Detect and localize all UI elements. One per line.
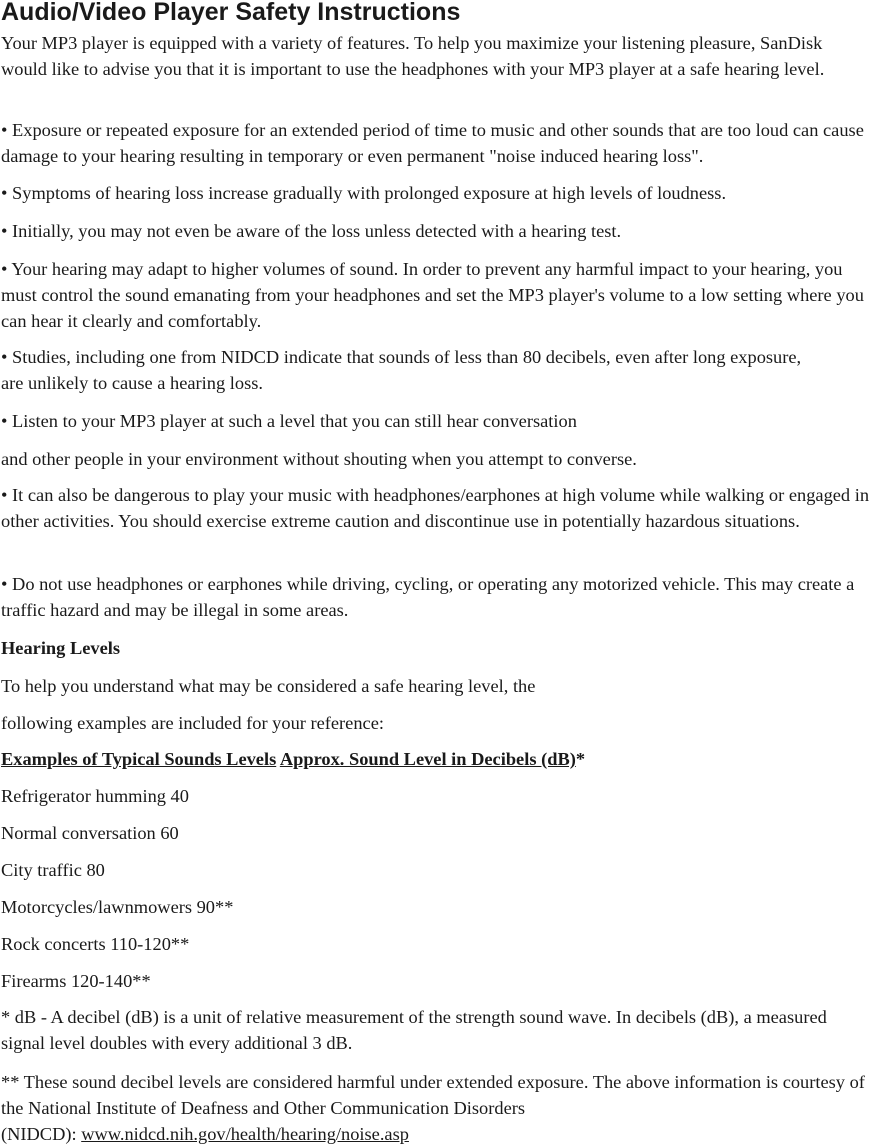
table-header-decibels: Approx. Sound Level in Decibels (dB)	[279, 749, 576, 769]
table-header-asterisk: *	[575, 749, 586, 769]
bullet-symptoms: • Symptoms of hearing loss increase gradually with prolonged exposure at high levels of loudness.	[1, 183, 727, 203]
page-title: Audio/Video Player Safety Instructions	[1, 0, 461, 26]
hearing-levels-intro-line1: To help you understand what may be considered a safe hearing level, the	[1, 676, 536, 696]
hearing-levels-intro-line2: following examples are included for your reference:	[1, 713, 384, 733]
bullet-adapt: • Your hearing may adapt to higher volumes of sound. In order to prevent any harmful impact to your hearing, you must control the sound emanating from your headphones and set the MP3 player's volume to a low setting where you can hear it clearly and comfortably.	[1, 259, 864, 331]
footnote-harmful-text: ** These sound decibel levels are considered harmful under extended exposure. The above information is courtesy of the National Institute of Deafness and Other Communication Disorders	[1, 1072, 865, 1118]
bullet-listen-continued: and other people in your environment without shouting when you attempt to converse.	[1, 449, 637, 469]
nidcd-link[interactable]: www.nidcd.nih.gov/health/hearing/noise.asp	[81, 1124, 409, 1144]
table-row: Normal conversation 60	[1, 823, 179, 843]
footnote-decibel: * dB - A decibel (dB) is a unit of relative measurement of the strength sound wave. In decibels (dB), a measured signal level doubles with every additional 3 dB.	[1, 1007, 827, 1053]
bullet-driving: • Do not use headphones or earphones while driving, cycling, or operating any motorized vehicle. This may create a traffic hazard and may be illegal in some areas.	[1, 574, 855, 620]
bullet-studies: • Studies, including one from NIDCD indicate that sounds of less than 80 decibels, even after long exposure, are unlikely to cause a hearing loss.	[1, 347, 802, 393]
table-row: City traffic 80	[1, 860, 105, 880]
sound-table-header	[1, 746, 585, 772]
hearing-levels-heading: Hearing Levels	[1, 638, 121, 658]
bullet-exposure: • Exposure or repeated exposure for an extended period of time to music and other sounds that are too loud can cause damage to your hearing resulting in temporary or even permanent "noise induced hearing loss".	[1, 120, 864, 166]
bullet-initially: • Initially, you may not even be aware of the loss unless detected with a hearing test.	[1, 221, 622, 241]
table-header-examples: Examples of Typical Sounds Levels	[1, 749, 277, 769]
table-row: Rock concerts 110-120**	[1, 934, 190, 954]
bullet-listen: • Listen to your MP3 player at such a level that you can still hear conversation	[1, 411, 577, 431]
table-row: Refrigerator humming 40	[1, 786, 189, 806]
footnote-harmful	[1, 1069, 872, 1147]
footnote-nidcd-prefix: (NIDCD):	[1, 1124, 82, 1144]
table-row: Firearms 120-140**	[1, 971, 151, 991]
intro-paragraph: Your MP3 player is equipped with a variety of features. To help you maximize your listening pleasure, SanDisk would like to advise you that it is important to use the headphones with your MP3 player at a safe hearing level.	[1, 33, 825, 79]
bullet-dangerous: • It can also be dangerous to play your music with headphones/earphones at high volume while walking or engaged in other activities. You should exercise extreme caution and discontinue use in potentially hazardous situations.	[1, 485, 870, 531]
table-row: Motorcycles/lawnmowers 90**	[1, 897, 234, 917]
